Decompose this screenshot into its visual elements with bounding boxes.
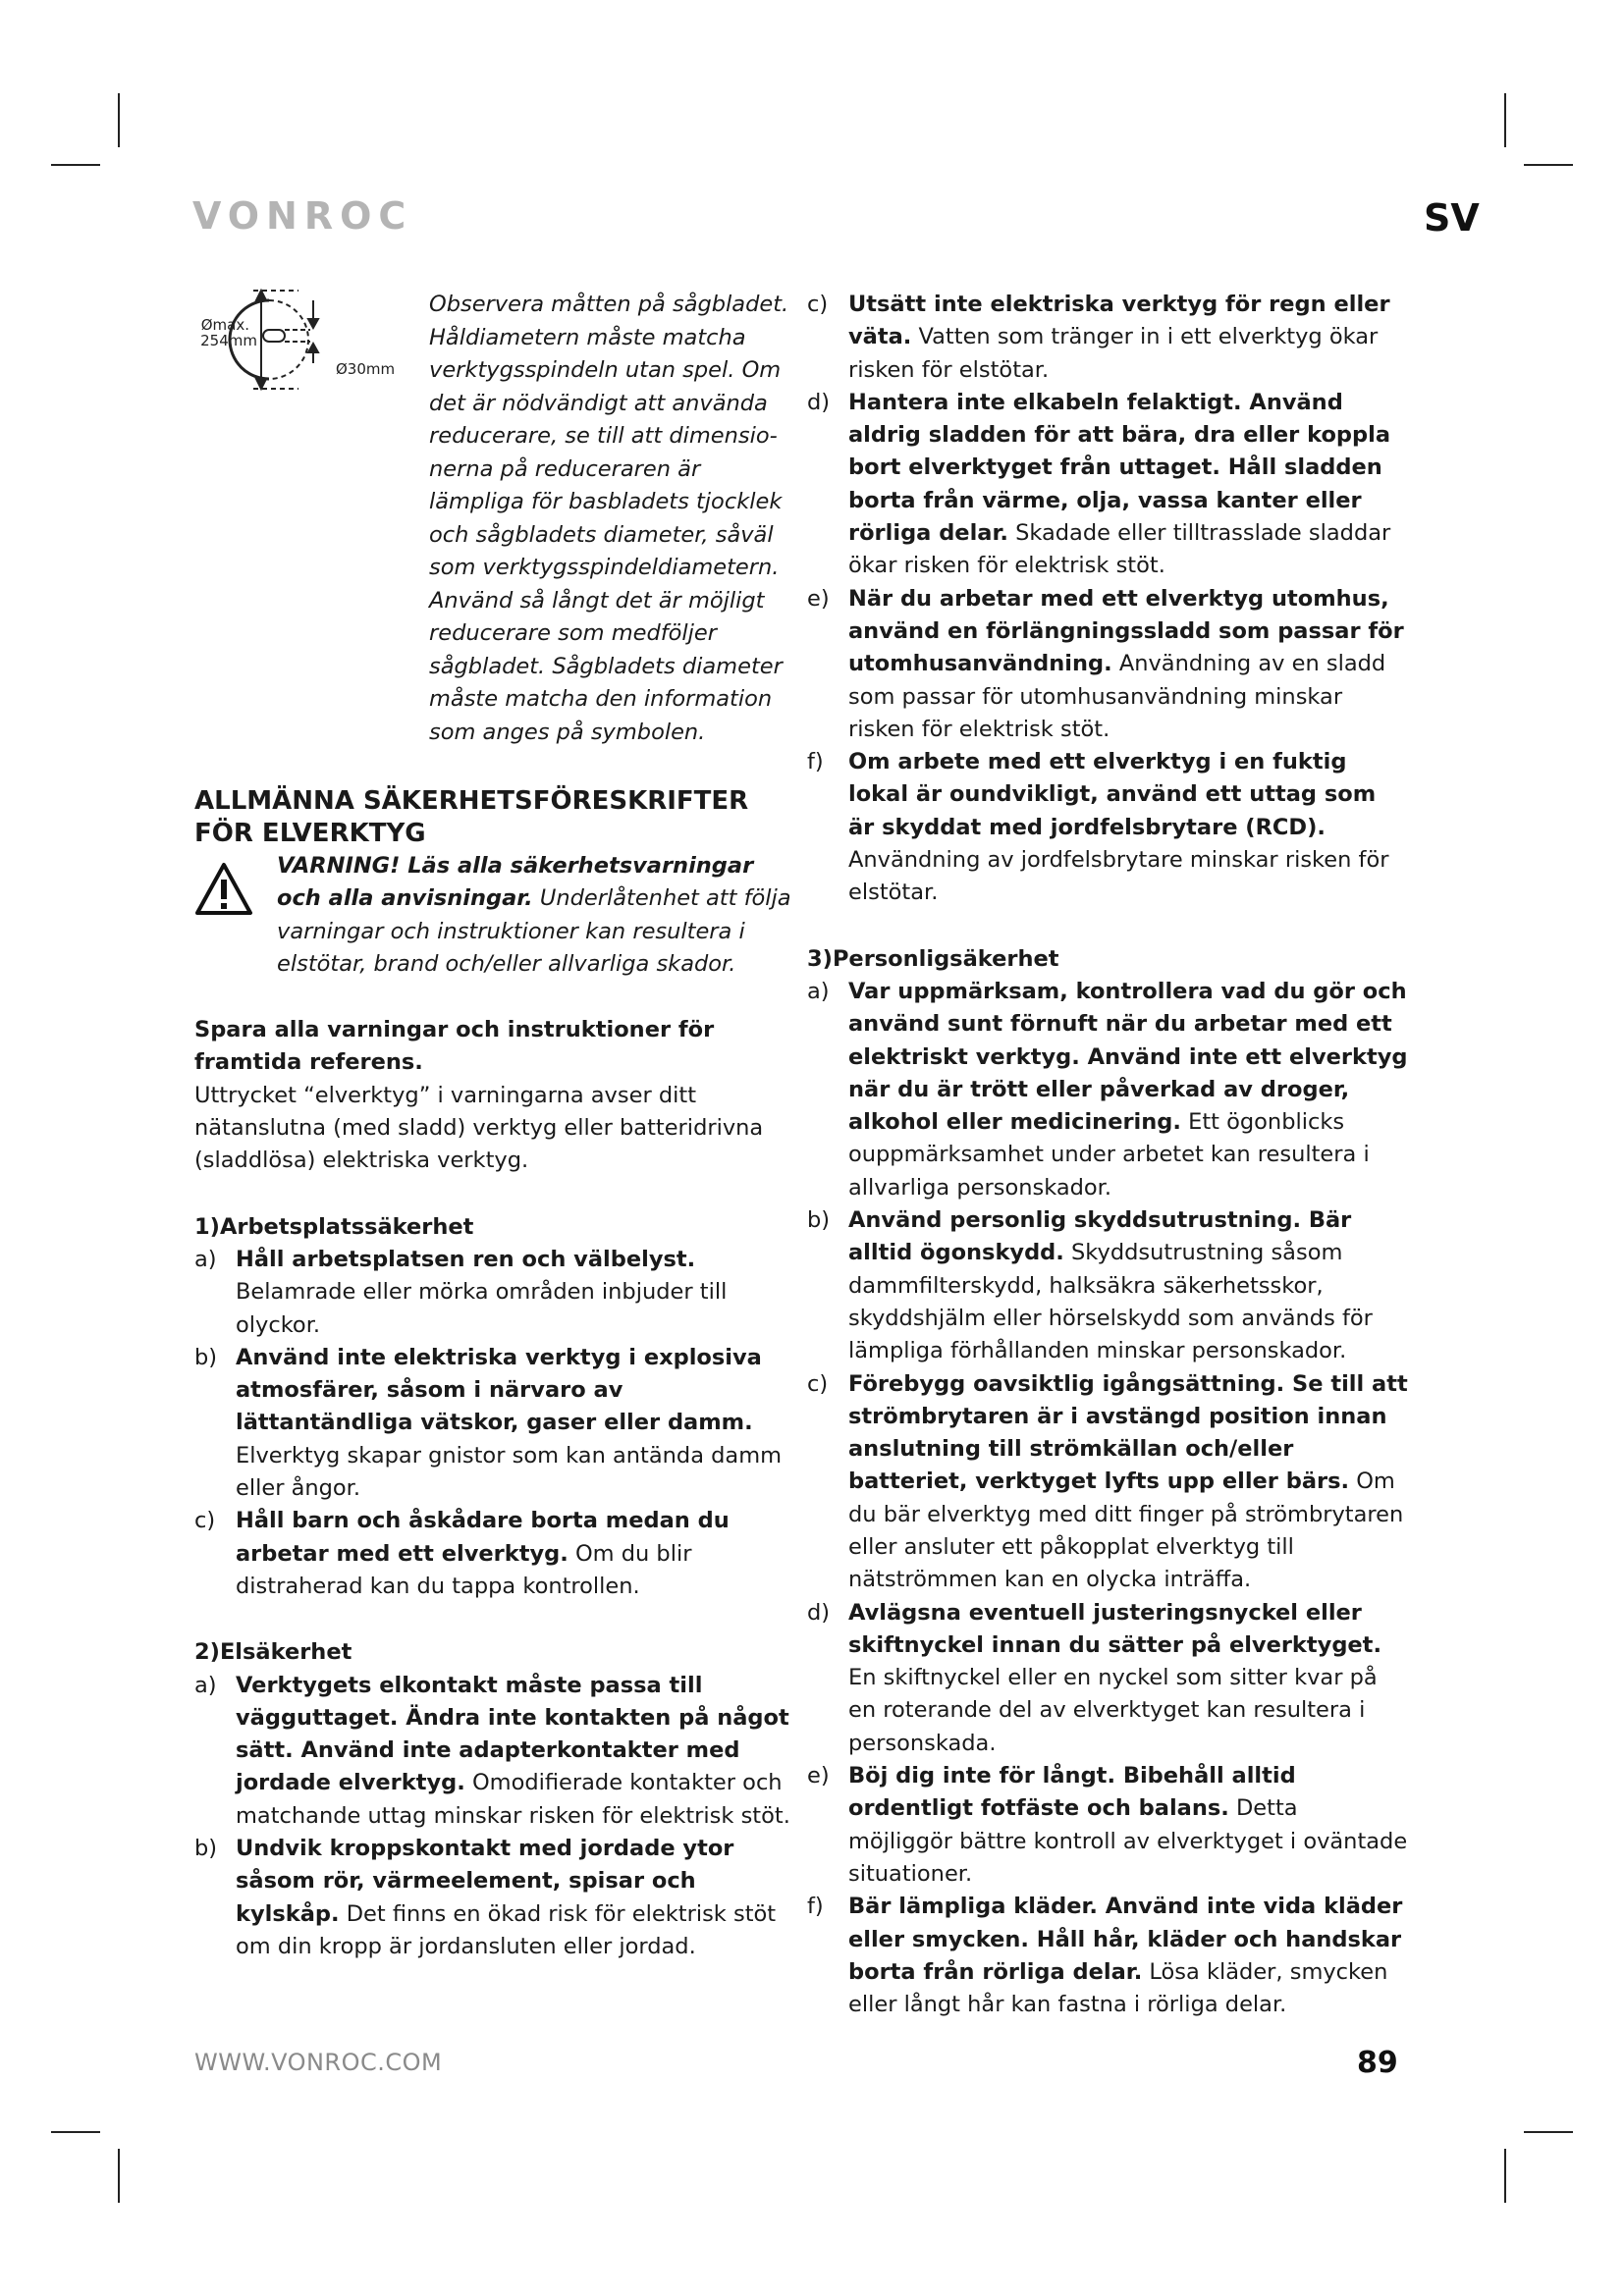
figure-label-254: 254mm bbox=[200, 332, 257, 349]
list-item: a) Var uppmärksam, kontrollera vad du gör och använd sunt förnuft när du arbetar med ett elektriskt verktyg. Använd inte ett elverktyg när du är trött eller påverkad av droger, alkohol eller medicinering. Ett ögonblicks ouppmärksamhet under arbetet kan resultera i allvarliga personskador. bbox=[807, 978, 1408, 1201]
crop-mark bbox=[51, 164, 100, 166]
left-column bbox=[194, 785, 793, 1963]
warning-block bbox=[194, 850, 793, 981]
subsection-title: 2)Elsäkerhet bbox=[194, 1639, 352, 1666]
list-item: c) Utsätt inte elektriska verktyg för regn eller väta. Vatten som tränger in i ett elverktyg ökar risken för elstötar. bbox=[807, 292, 1390, 383]
page-number: 89 bbox=[1357, 2046, 1398, 2080]
figure-note: Observera måtten på sågbladet. Håldiametern måste matcha verktygsspindeln utan spel. Om det är nödvändigt att använda reducerare, se till att dimensio-nerna på reduceraren är lämpliga för basbladets tjocklek och sågbladets diameter, såväl som verktygsspindeldiametern. Använd så långt det är möjligt reducerare som medföljer sågbladet. Sågbladets diameter måste matcha den information som anges på symbolen. bbox=[429, 292, 789, 745]
list-item: e) När du arbetar med ett elverktyg utomhus, använd en förlängningssladd som passar för utomhusanvändning. Användning av en sladd som passar för utomhusanvändning minskar risken för elektrisk stöt. bbox=[807, 585, 1404, 742]
list-item: e) Böj dig inte för långt. Bibehåll alltid ordentligt fotfäste och balans. Detta möjliggör bättre kontroll av elverktyget i oväntade situationer. bbox=[807, 1763, 1408, 1887]
crop-mark bbox=[118, 2149, 120, 2203]
crop-mark bbox=[1504, 93, 1506, 147]
footer-url: WWW.VONROC.COM bbox=[194, 2049, 443, 2076]
list-item: a) Verktygets elkontakt måste passa till vägguttaget. Ändra inte kontakten på något sätt. Använd inte adapterkontakter med jordade elverktyg. Omodifierade kontakter och matchande uttag minskar risken för elektrisk stöt. bbox=[194, 1672, 790, 1829]
warning-bold: VARNING! Läs alla säkerhetsvarningar och alla anvisningar. bbox=[277, 853, 754, 912]
list-item: b) Använd personlig skyddsutrustning. Bär alltid ögonskydd. Skyddsutrustning såsom dammfilterskydd, halksäkra säkerhetsskor, skyddshjälm eller hörselskydd som används för lämpliga förhållanden minskar personskador. bbox=[807, 1207, 1373, 1364]
list-item: f) Om arbete med ett elverktyg i en fuktig lokal är oundvikligt, använd ett uttag som är skyddat med jordfelsbrytare (RCD). Användning av jordfelsbrytare minskar risken för elstötar. bbox=[807, 749, 1389, 906]
subsection-title: 3)Personligsäkerhet bbox=[807, 945, 1059, 972]
language-code: SV bbox=[1424, 196, 1480, 240]
definition-text: Uttrycket “elverktyg” i varningarna avser ditt nätanslutna (med sladd) verktyg eller batteridrivna (sladdlösa) elektriska verktyg. bbox=[194, 1082, 764, 1174]
crop-mark bbox=[1524, 2131, 1573, 2133]
crop-mark bbox=[1524, 164, 1573, 166]
crop-mark bbox=[51, 2131, 100, 2133]
list-item: b) Använd inte elektriska verktyg i explosiva atmosfärer, såsom i närvaro av lättantändliga vätskor, gaser eller damm. Elverktyg skapar gnistor som kan antända damm eller ångor. bbox=[194, 1344, 783, 1502]
save-instructions: Spara alla varningar och instruktioner för framtida referens. bbox=[194, 1017, 715, 1076]
subsection-title: 1)Arbetsplatssäkerhet bbox=[194, 1213, 474, 1240]
list-item: d) Hantera inte elkabeln felaktigt. Använd aldrig sladden för att bära, dra eller koppla bort elverktyget från uttaget. Håll sladden borta från värme, olja, vassa kanter eller rörliga delar. Skadade eller tilltrasslade sladdar ökar risken för elektrisk stöt. bbox=[807, 389, 1391, 579]
list-item: d) Avlägsna eventuell justeringsnyckel eller skiftnyckel innan du sätter på elverktyget. En skiftnyckel eller en nyckel som sitter kvar på en roterande del av elverktyget kan resultera i personskada. bbox=[807, 1599, 1381, 1756]
saw-blade-diagram bbox=[192, 287, 428, 395]
warning-text: Underlåtenhet att följa varningar och instruktioner kan resultera i elstötar, brand och/eller allvarliga skador. bbox=[277, 885, 791, 977]
figure-label-30: Ø30mm bbox=[336, 360, 396, 378]
crop-mark bbox=[118, 93, 120, 147]
brand-logo: VONROC bbox=[192, 194, 413, 238]
list-item: b) Undvik kroppskontakt med jordade ytor såsom rör, värmeelement, spisar och kylskåp. Det finns en ökad risk för elektrisk stöt om din kropp är jordansluten eller jordad. bbox=[194, 1836, 777, 1959]
saw-blade-figure bbox=[192, 287, 428, 395]
section-title: ALLMÄNNA SÄKERHETSFÖRESKRIFTER FÖR ELVERKTYG bbox=[194, 786, 749, 848]
list-item: c) Håll barn och åskådare borta medan du arbetar med ett elverktyg. Om du blir distraherad kan du tappa kontrollen. bbox=[194, 1508, 730, 1599]
figure-label-max: Ømax. bbox=[200, 316, 249, 334]
crop-mark bbox=[1504, 2149, 1506, 2203]
list-item: c) Förebygg oavsiktlig igångsättning. Se till att strömbrytaren är i avstängd position innan anslutning till strömkällan och/eller batteriet, verktyget lyfts upp eller bärs. Om du bär elverktyg med ditt finger på strömbrytaren eller ansluter ett påkopplat elverktyg till nätströmmen kan en olycka inträffa. bbox=[807, 1370, 1408, 1593]
right-column bbox=[807, 289, 1408, 2021]
warning-icon bbox=[194, 862, 253, 917]
list-item: f) Bär lämpliga kläder. Använd inte vida kläder eller smycken. Håll hår, kläder och handskar borta från rörliga delar. Lösa kläder, smycken eller långt hår kan fastna i rörliga delar. bbox=[807, 1894, 1403, 2018]
list-item: a) Håll arbetsplatsen ren och välbelyst. Belamrade eller mörka områden inbjuder till olyckor. bbox=[194, 1246, 728, 1338]
